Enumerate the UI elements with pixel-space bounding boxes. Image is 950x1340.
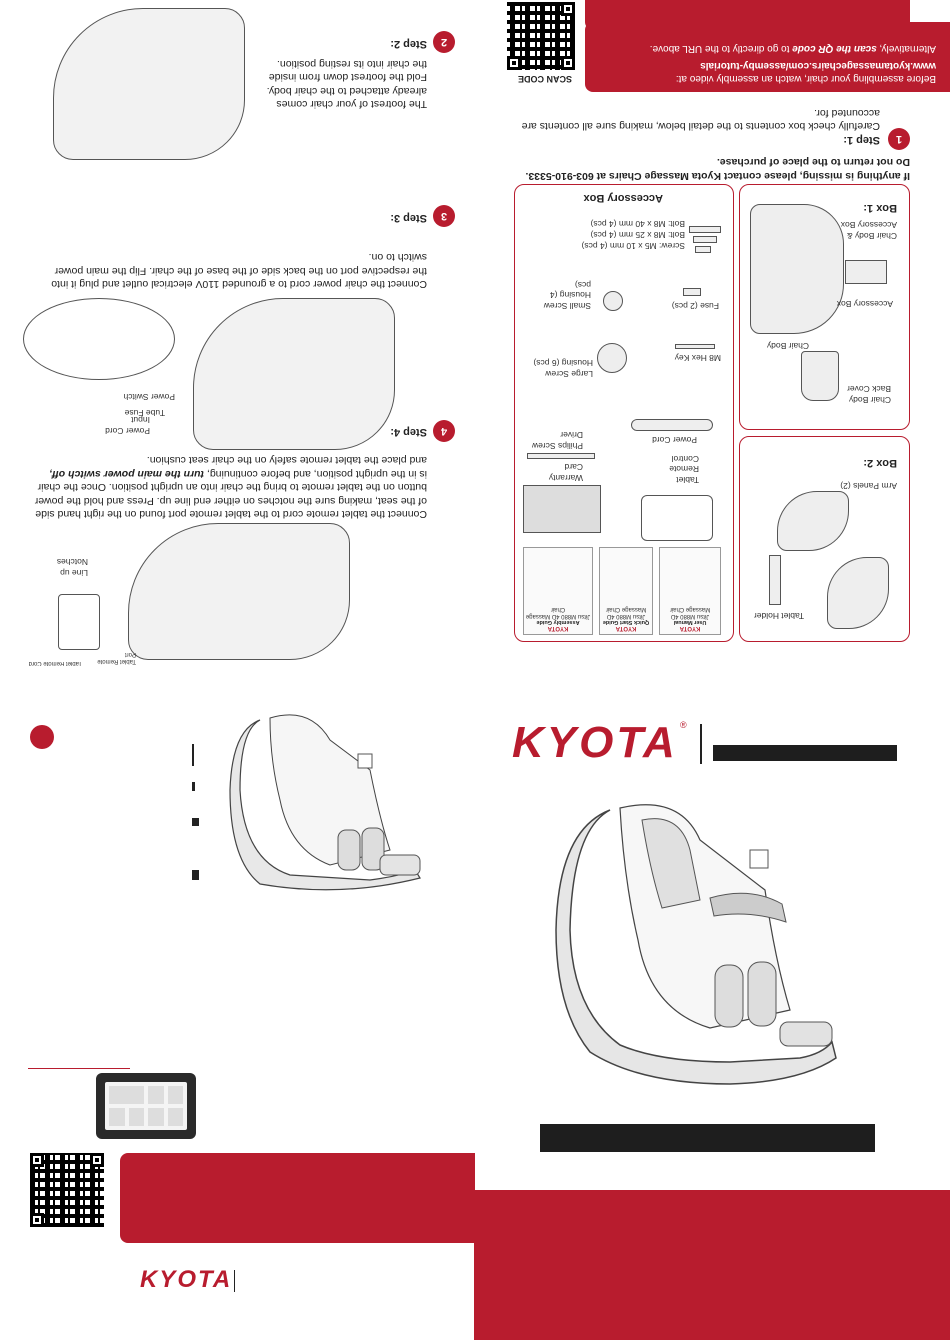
power-cord-image — [631, 419, 713, 431]
power-switch-label: Power Switch — [123, 392, 175, 402]
box1-panel — [739, 184, 910, 430]
warranty-card-image — [523, 485, 601, 533]
hex-key-label: M8 Hex Key — [674, 353, 721, 363]
step3-chair-illustration — [193, 298, 395, 450]
main-chair-illustration — [550, 790, 850, 1090]
accessory-box-image — [845, 260, 887, 284]
step1-warning: If anything is missing, please contact Kyota Massage Chairs at 603-910-5333. Do not return to the place of purchase. — [525, 156, 910, 182]
back-cover-image — [801, 351, 839, 401]
bolt-2-label: Bolt: M8 x 25 mm (4 pcs) — [590, 230, 685, 240]
legend-marker — [192, 870, 199, 880]
tablet-screen — [105, 1082, 187, 1130]
step4-chair-illustration — [128, 523, 350, 660]
tablet-button — [109, 1108, 125, 1126]
power-port-closeup — [23, 298, 175, 380]
power-cord-input-label: Power Cord Input — [105, 415, 150, 436]
large-housing-image — [597, 343, 627, 373]
quick-start-document — [599, 547, 653, 635]
tablet-holder-label: Tablet Holder — [753, 611, 804, 621]
qr-code-image[interactable] — [30, 1153, 104, 1227]
banner-url: www.kyotamassagechairs.com/assemby-tutorials — [700, 60, 936, 71]
qr-finder — [30, 1213, 44, 1227]
hex-key-image — [675, 344, 715, 349]
section-marker-dot — [30, 725, 54, 749]
banner-line-3-bold: scan the QR code — [792, 43, 877, 54]
back-cover-label: Chair Body Back Cover — [847, 384, 891, 405]
tablet-remote-port-label: Tablet Remote Port — [97, 650, 136, 664]
step4-text — [32, 453, 427, 520]
arm-panel-image-2 — [827, 557, 889, 629]
box2-subtitle: Arm Panels (2) — [840, 481, 897, 491]
step4-text-b: turn the main power switch off, — [49, 467, 205, 480]
qr-finder — [30, 1153, 44, 1167]
tablet-remote-cord-label: Tablet Remote Cord — [28, 660, 82, 666]
step2-text: The footrest of your chair comes already attached to the chair body. Fold the footrest down from inside the chair into its resting position. — [266, 57, 427, 110]
banner-line-1: Before assembling your chair, watch an assembly video at: — [675, 73, 936, 84]
step3-text: Connect the chair power cord to a grounded 110V electrical outlet and plug it into the respective port on the back side of the base of the chair. Flip the main power switch to on. — [51, 251, 427, 290]
small-screw-housing-label: Small Screw Housing (4 pcs) — [543, 279, 591, 311]
qr-code-image[interactable] — [507, 2, 575, 70]
step4-text-c: and place the tablet remote safely on the chair seat cushion. — [146, 454, 427, 467]
small-housing-image — [603, 291, 623, 311]
document-brand: KYOTA — [615, 625, 637, 631]
box2-title: Box 2: — [863, 457, 897, 469]
box2-panel — [739, 436, 910, 642]
subtitle-bar — [540, 1124, 875, 1152]
accessory-box-panel — [514, 184, 734, 642]
power-cord-label: Power Cord — [652, 435, 697, 445]
bolt-icon — [693, 236, 717, 243]
registered-mark: ® — [680, 720, 687, 730]
document-title: User Manual — [673, 619, 707, 625]
banner-line-3-suffix: to go directly to the URL above. — [649, 43, 793, 54]
step4-text-a: Connect the tablet remote cord to the tablet remote port found on the right hand side of the seat, making sure the notches on either end line up. Press and hold the power button on the tablet remote to bring the chair into an upright position. Once the chair is in the upright position, and before continuing, — [34, 467, 427, 520]
legend-marker — [192, 744, 194, 766]
main-logo: KYOTA — [512, 718, 678, 767]
document-brand: KYOTA — [547, 625, 569, 631]
screw-label: Screw: M5 x 10 mm (4 pcs) — [581, 241, 685, 251]
tablet-button — [129, 1108, 145, 1126]
banner-line-3-prefix: Alternatively, — [876, 43, 936, 54]
step3-title: Step 3: — [390, 212, 427, 224]
right-red-block — [474, 1190, 950, 1340]
document-model: Jitsu M880 4D Massage Chair — [605, 605, 647, 619]
document-brand: KYOTA — [679, 625, 701, 631]
step1-number: 1 — [888, 128, 910, 150]
large-screw-housing-label: Large Screw Housing (6 pcs) — [533, 358, 593, 379]
assembly-guide-document — [523, 547, 593, 635]
document-title: Quick Start Guide — [602, 619, 650, 625]
small-logo-divider — [234, 1270, 235, 1292]
arm-panel-image — [777, 491, 849, 551]
document-title: Assembly Guide — [536, 619, 580, 625]
assembly-video-banner-main — [585, 22, 950, 92]
small-logo: KYOTA — [140, 1266, 233, 1293]
tablet-button — [148, 1086, 164, 1104]
qr-finder — [561, 2, 575, 16]
step2-number: 2 — [433, 31, 455, 53]
qr-finder — [507, 56, 521, 70]
tube-fuse-label: Tube Fuse — [124, 408, 165, 418]
chair-body-image — [750, 204, 844, 334]
screw-icon — [695, 246, 711, 253]
tablet-remote-label: Tablet Remote Control — [669, 453, 699, 485]
tablet-remote-image — [96, 1073, 196, 1139]
step2-chair-illustration — [53, 8, 245, 160]
qr-finder — [90, 1153, 104, 1167]
tablet-button — [148, 1108, 164, 1126]
box1-subtitle: Chair Body & Accessory Box — [840, 220, 897, 241]
bolt-1-label: Bolt: M8 x 40 mm (4 pcs) — [590, 219, 685, 229]
bolt-icon — [689, 226, 721, 233]
document-model: Jitsu M880 4D Massage Chair — [669, 605, 711, 619]
title-bar — [713, 745, 897, 761]
warranty-card-label: Warranty Card — [548, 462, 583, 483]
qr-finder — [561, 56, 575, 70]
tablet-button — [109, 1086, 144, 1104]
tablet-button — [168, 1086, 184, 1104]
tablet-holder-image — [769, 555, 781, 605]
mini-chair-illustration — [220, 700, 440, 900]
fuse-label: Fuse (2 pcs) — [671, 301, 719, 311]
step2-title: Step 2: — [390, 38, 427, 50]
document-model: Jitsu M880 4D Massage Chair — [525, 605, 591, 619]
left-red-banner — [120, 1153, 475, 1243]
main-logo-divider — [700, 724, 702, 764]
tablet-remote-illustration — [58, 594, 100, 650]
red-callout-line — [28, 1068, 130, 1069]
accessory-box-label: Accessory Box — [836, 299, 893, 309]
screwdriver-label: Philips Screw Driver — [531, 430, 583, 451]
legend-marker — [192, 782, 195, 791]
step3-number: 3 — [433, 205, 455, 227]
accessory-box-title: Accessory Box — [583, 192, 663, 204]
step4-title: Step 4: — [390, 426, 427, 438]
chair-body-label: Chair Body — [766, 341, 809, 351]
user-manual-document — [659, 547, 721, 635]
scan-code-label: SCAN CODE — [517, 74, 572, 84]
step1-text: Carefully check box contents to the detail below, making sure all contents are accounted for. — [521, 106, 880, 132]
step1-title: Step 1: — [843, 134, 880, 146]
tablet-remote-image — [641, 495, 713, 541]
step4-number: 4 — [433, 420, 455, 442]
screwdriver-image — [527, 453, 595, 459]
banner-line-3 — [599, 43, 936, 54]
box1-title: Box 1: — [863, 202, 897, 214]
line-up-notches-label: Line up Notches — [56, 557, 88, 578]
fuse-image — [683, 288, 701, 296]
tablet-button — [168, 1108, 184, 1126]
legend-marker — [192, 818, 199, 826]
